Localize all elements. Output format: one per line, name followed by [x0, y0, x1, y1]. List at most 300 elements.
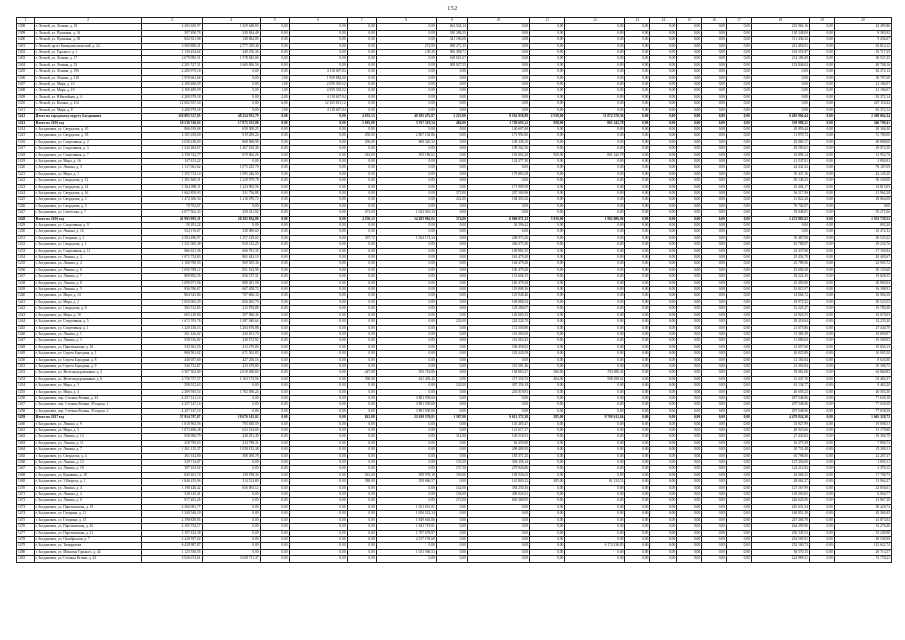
- amount-cell: 849 261,72: [142, 472, 202, 478]
- amount-cell: 0,00: [625, 158, 650, 164]
- amount-cell: 0,00: [260, 517, 289, 523]
- amount-cell: 0,00: [289, 133, 347, 139]
- amount-cell: 0,00: [565, 293, 625, 299]
- amount-cell: 12 657,60: [751, 344, 809, 350]
- amount-cell: 0,00: [650, 408, 677, 414]
- row-number-cell: 1481: [17, 556, 35, 562]
- address-cell: г. Богданович, ул. 3 Квартал, д. 1: [34, 479, 142, 485]
- row-number-cell: 1420: [17, 165, 35, 171]
- address-cell: г. Лесной, ул. Горького, д. 1: [34, 50, 142, 56]
- amount-cell: 0,00: [376, 389, 436, 395]
- amount-cell: 0,00: [436, 402, 467, 408]
- amount-cell: 0,00: [436, 255, 467, 261]
- amount-cell: 0,00: [260, 344, 289, 350]
- amount-cell: 0,00: [702, 485, 727, 491]
- amount-cell: 0,00: [702, 50, 727, 56]
- amount-cell: 507 966,36: [202, 312, 260, 318]
- amount-cell: 48 888,00: [834, 139, 891, 145]
- amount-cell: 0,00: [650, 261, 677, 267]
- amount-cell: 0,00: [727, 101, 752, 107]
- amount-cell: 0,00: [650, 472, 677, 478]
- amount-cell: 119 808,16: [467, 287, 529, 293]
- amount-cell: 20 860,04: [834, 280, 891, 286]
- amount-cell: 0,00: [530, 293, 565, 299]
- amount-cell: 0,00: [625, 69, 650, 75]
- amount-cell: 0,00: [727, 498, 752, 504]
- amount-cell: 0,00: [260, 184, 289, 190]
- amount-cell: 0,00: [625, 171, 650, 177]
- amount-cell: 0,00: [650, 43, 677, 49]
- amount-cell: 9 612 372,38: [467, 415, 529, 421]
- address-cell: г. Богданович, ул. Ленина, д. 13: [34, 434, 142, 440]
- amount-cell: 0,00: [727, 82, 752, 88]
- row-number-cell: 1476: [17, 524, 35, 530]
- amount-cell: 0,00: [530, 357, 565, 363]
- address-cell: г. Богданович, ул. Ленина, д. 12: [34, 460, 142, 466]
- amount-cell: 0,00: [347, 82, 376, 88]
- amount-cell: 10 780,48: [834, 306, 891, 312]
- amount-cell: 0,00: [702, 261, 727, 267]
- amount-cell: 25 450,06: [751, 280, 809, 286]
- amount-cell: 1 224 902,56: [202, 184, 260, 190]
- amount-cell: 2 756 757,37: [142, 376, 202, 382]
- amount-cell: 0,00: [809, 126, 834, 132]
- amount-cell: 0,00: [436, 357, 467, 363]
- row-number-cell: 1463: [17, 440, 35, 446]
- amount-cell: 0,00: [202, 69, 260, 75]
- address-cell: г. Богданович, ул. Партизанская, д. 20: [34, 524, 142, 530]
- amount-cell: 0,00: [260, 139, 289, 145]
- amount-cell: 0,00: [289, 299, 347, 305]
- amount-cell: 0,00: [260, 331, 289, 337]
- amount-cell: 9 383,92: [834, 30, 891, 36]
- amount-cell: 0,00: [289, 524, 347, 530]
- amount-cell: 0,00: [650, 466, 677, 472]
- amount-cell: 529 714,07: [142, 460, 202, 466]
- amount-cell: 1 031 566,53: [376, 549, 436, 555]
- address-cell: г. Богданович, ул. Свердлова, д. 4: [34, 453, 142, 459]
- amount-cell: 13 179,80: [834, 428, 891, 434]
- amount-cell: 0,00: [809, 351, 834, 357]
- amount-cell: 0,00: [727, 543, 752, 549]
- amount-cell: 116 363,43: [467, 338, 529, 344]
- amount-cell: 0,00: [289, 120, 347, 126]
- amount-cell: 58 420,72: [834, 504, 891, 510]
- amount-cell: 0,00: [677, 43, 702, 49]
- row-number-cell: 1447: [17, 338, 35, 344]
- amount-cell: 0,00: [677, 69, 702, 75]
- address-cell: г. Богданович, ул. Октябрьская, д. 7: [34, 536, 142, 542]
- amount-cell: 331 736,88: [202, 190, 260, 196]
- address-cell: г. Богданович, ул. Железнодорожников, д. 4: [34, 370, 142, 376]
- amount-cell: 0,00: [809, 312, 834, 318]
- amount-cell: 0,00: [702, 447, 727, 453]
- amount-cell: 43 134,77: [751, 383, 809, 389]
- amount-cell: 0,00: [702, 530, 727, 536]
- amount-cell: 0,00: [650, 376, 677, 382]
- amount-cell: 0,00: [677, 325, 702, 331]
- address-cell: г. Богданович, ул. Ленина, д. 4: [34, 485, 142, 491]
- amount-cell: 0,00: [289, 242, 347, 248]
- amount-cell: 0,00: [376, 485, 436, 491]
- amount-cell: 40 385 472,87: [376, 114, 436, 120]
- amount-cell: 0,00: [565, 331, 625, 337]
- amount-cell: 22 337,06: [751, 248, 809, 254]
- amount-cell: 0,00: [436, 338, 467, 344]
- address-cell: г. Богданович, ул. Мира, д. 14: [34, 293, 142, 299]
- amount-cell: 17 192,84: [834, 248, 891, 254]
- amount-cell: 0,00: [650, 267, 677, 273]
- amount-cell: 0,00: [702, 331, 727, 337]
- amount-cell: 0,00: [530, 402, 565, 408]
- amount-cell: 2 777 339,40: [202, 43, 260, 49]
- amount-cell: 0,00: [809, 344, 834, 350]
- amount-cell: 0,00: [727, 389, 752, 395]
- address-cell: г. Лесной, пр-кт Коммунистический, д. 24: [34, 43, 142, 49]
- amount-cell: 0,00: [376, 421, 436, 427]
- amount-cell: 0,00: [530, 133, 565, 139]
- address-cell: г. Богданович, ул. Ленина, д. 6: [34, 267, 142, 273]
- row-number-cell: 1459: [17, 415, 35, 421]
- amount-cell: 0,00: [650, 299, 677, 305]
- amount-cell: 0,00: [202, 536, 260, 542]
- amount-cell: 0,00: [625, 357, 650, 363]
- row-number-cell: 1468: [17, 472, 35, 478]
- amount-cell: 0,00: [727, 107, 752, 113]
- amount-cell: 0,00: [289, 357, 347, 363]
- amount-cell: 0,00: [565, 280, 625, 286]
- amount-cell: 0,00: [260, 43, 289, 49]
- amount-cell: 6 004,77: [834, 492, 891, 498]
- amount-cell: 0,00: [625, 146, 650, 152]
- amount-cell: 0,00: [727, 37, 752, 43]
- amount-cell: 314,00: [436, 434, 467, 440]
- amount-cell: 0,00: [702, 274, 727, 280]
- amount-cell: 0,00: [650, 120, 677, 126]
- amount-cell: 4 257 147,14: [142, 402, 202, 408]
- row-number-cell: 1411: [17, 107, 35, 113]
- address-cell: г. Богданович, ул. Ленина, д. 2: [34, 492, 142, 498]
- amount-cell: 0,00: [347, 498, 376, 504]
- amount-cell: 346 790,41: [834, 120, 891, 126]
- amount-cell: 0,00: [650, 421, 677, 427]
- address-cell: г. Лесной, ул. Пушкина, д. 38: [34, 37, 142, 43]
- amount-cell: 0,00: [260, 171, 289, 177]
- amount-cell: 0,00: [625, 280, 650, 286]
- amount-cell: 0,00: [565, 306, 625, 312]
- amount-cell: 0,00: [289, 331, 347, 337]
- amount-cell: 0,00: [727, 94, 752, 100]
- amount-cell: 0,00: [376, 88, 436, 94]
- amount-cell: 0,00: [650, 216, 677, 222]
- amount-cell: 0,00: [809, 56, 834, 62]
- row-number-cell: 1413: [17, 120, 35, 126]
- amount-cell: 0,00: [436, 94, 467, 100]
- amount-cell: 0,00: [565, 146, 625, 152]
- amount-cell: 893,30: [834, 223, 891, 229]
- amount-cell: 0,00: [727, 184, 752, 190]
- amount-cell: 0,00: [565, 139, 625, 145]
- amount-cell: 0,00: [625, 293, 650, 299]
- amount-cell: 0,00: [565, 357, 625, 363]
- amount-cell: 0,00: [702, 440, 727, 446]
- amount-cell: 0,00: [289, 43, 347, 49]
- amount-cell: 0,00: [565, 101, 625, 107]
- amount-cell: 12 363,84: [751, 363, 809, 369]
- amount-cell: 671 502,83: [202, 351, 260, 357]
- amount-cell: 0,00: [530, 498, 565, 504]
- amount-cell: 2 059 303,52: [289, 88, 347, 94]
- amount-cell: 0,00: [625, 485, 650, 491]
- amount-cell: 0,00: [530, 56, 565, 62]
- amount-cell: 663 368,95: [467, 498, 529, 504]
- amount-cell: 0,00: [260, 146, 289, 152]
- amount-cell: 247 116,42: [834, 101, 891, 107]
- amount-cell: 0,00: [650, 415, 677, 421]
- amount-cell: 413 479,80: [202, 344, 260, 350]
- address-cell: г. Богданович, ул. Ленина, д. 3: [34, 165, 142, 171]
- amount-cell: 0,00: [625, 351, 650, 357]
- amount-cell: 0,00: [289, 351, 347, 357]
- amount-cell: 0,00: [260, 434, 289, 440]
- address-cell: г. Лесной, ул. Ленина, д. 17: [34, 56, 142, 62]
- amount-cell: 0,00: [565, 485, 625, 491]
- table-row: [17, 556, 892, 562]
- amount-cell: 53 827,99: [751, 421, 809, 427]
- amount-cell: 0,00: [376, 69, 436, 75]
- amount-cell: 0,00: [702, 389, 727, 395]
- amount-cell: 297 548,96: [751, 402, 809, 408]
- amount-cell: 498 271,35: [436, 43, 467, 49]
- amount-cell: 0,00: [376, 101, 436, 107]
- amount-cell: 0,00: [650, 402, 677, 408]
- amount-cell: 450,00: [347, 133, 376, 139]
- amount-cell: 0,00: [347, 88, 376, 94]
- amount-cell: 0,00: [809, 293, 834, 299]
- amount-cell: 0,00: [625, 139, 650, 145]
- amount-cell: 0,00: [376, 357, 436, 363]
- amount-cell: 0,00: [260, 56, 289, 62]
- amount-cell: 0,00: [347, 530, 376, 536]
- amount-cell: 199 562,50: [467, 146, 529, 152]
- amount-cell: 0,00: [650, 460, 677, 466]
- amount-cell: 0,00: [809, 530, 834, 536]
- amount-cell: 42 485,86: [834, 24, 891, 30]
- amount-cell: 1 978 661,68: [142, 75, 202, 81]
- amount-cell: 1 163 175,56: [202, 376, 260, 382]
- amount-cell: 25 000,30: [751, 267, 809, 273]
- address-cell: г. Богданович, ул. Свердлова, д. 3: [34, 197, 142, 203]
- amount-cell: 0,00: [565, 460, 625, 466]
- amount-cell: 0,00: [677, 267, 702, 273]
- amount-cell: 29 218,64: [751, 319, 809, 325]
- amount-cell: 0,00: [565, 440, 625, 446]
- amount-cell: 0,00: [260, 421, 289, 427]
- amount-cell: 0,00: [260, 24, 289, 30]
- amount-cell: 0,00: [677, 229, 702, 235]
- amount-cell: 0,00: [436, 82, 467, 88]
- amount-cell: 0,00: [565, 511, 625, 517]
- amount-cell: 0,00: [625, 101, 650, 107]
- amount-cell: 64 860,83: [834, 370, 891, 376]
- row-number-cell: 1402: [17, 50, 35, 56]
- amount-cell: 0,00: [202, 460, 260, 466]
- amount-cell: 0,00: [289, 408, 347, 414]
- row-number-cell: 1471: [17, 492, 35, 498]
- amount-cell: 0,00: [809, 543, 834, 549]
- amount-cell: 82 372,14: [834, 107, 891, 113]
- amount-cell: 0,00: [436, 440, 467, 446]
- amount-cell: 0,00: [530, 146, 565, 152]
- amount-cell: 1 472 883,02: [751, 216, 809, 222]
- amount-cell: 10 396,75: [834, 363, 891, 369]
- table-body: [17, 24, 892, 562]
- amount-cell: 0,00: [702, 357, 727, 363]
- amount-cell: 0,00: [677, 460, 702, 466]
- amount-cell: 0,00: [809, 107, 834, 113]
- amount-cell: 0,00: [202, 511, 260, 517]
- amount-cell: 0,00: [751, 69, 809, 75]
- address-cell: г. Богданович, ул. Советская, д. 7: [34, 210, 142, 216]
- amount-cell: 0,00: [530, 517, 565, 523]
- amount-cell: 41 186,07: [834, 88, 891, 94]
- amount-cell: 0,00: [727, 197, 752, 203]
- amount-cell: 0,00: [727, 43, 752, 49]
- amount-cell: 34 815,05: [834, 184, 891, 190]
- amount-cell: 0,00: [565, 402, 625, 408]
- amount-cell: 0,00: [677, 395, 702, 401]
- amount-cell: 0,00: [727, 434, 752, 440]
- amount-cell: 590 012,63: [142, 383, 202, 389]
- amount-cell: 0,00: [677, 152, 702, 158]
- amount-cell: 0,00: [260, 325, 289, 331]
- amount-cell: 0,00: [530, 428, 565, 434]
- address-cell: г. Богданович, пер. Степана Разина, 39 корпус 2: [34, 408, 142, 414]
- amount-cell: 0,00: [727, 504, 752, 510]
- amount-cell: 0,00: [702, 30, 727, 36]
- amount-cell: 0,00: [565, 184, 625, 190]
- amount-cell: 14 920,55: [751, 312, 809, 318]
- amount-cell: 0,00: [376, 383, 436, 389]
- amount-cell: 59 149,23: [751, 178, 809, 184]
- row-number-cell: 1469: [17, 479, 35, 485]
- amount-cell: 0,00: [677, 50, 702, 56]
- amount-cell: 1 168 700,93: [142, 261, 202, 267]
- amount-cell: 0,00: [809, 338, 834, 344]
- amount-cell: 0,00: [625, 511, 650, 517]
- row-number-cell: 1409: [17, 94, 35, 100]
- amount-cell: 40 708,16: [834, 62, 891, 68]
- amount-cell: 0,00: [376, 165, 436, 171]
- amount-cell: 0,00: [702, 242, 727, 248]
- amount-cell: 0,00: [702, 511, 727, 517]
- amount-cell: 209 480,95: [467, 447, 529, 453]
- amount-cell: 0,00: [436, 389, 467, 395]
- amount-cell: 165 479,28: [467, 255, 529, 261]
- amount-cell: 0,00: [436, 184, 467, 190]
- amount-cell: 0,00: [565, 248, 625, 254]
- amount-cell: 0,00: [436, 203, 467, 209]
- amount-cell: 0,00: [650, 395, 677, 401]
- amount-cell: 0,00: [376, 261, 436, 267]
- amount-cell: 0,00: [436, 530, 467, 536]
- amount-cell: 0,00: [260, 351, 289, 357]
- amount-cell: 473,00: [347, 210, 376, 216]
- amount-cell: 656 003,12: [202, 485, 260, 491]
- amount-cell: 0,00: [809, 82, 834, 88]
- amount-cell: 0,00: [565, 203, 625, 209]
- amount-cell: 0,00: [809, 492, 834, 498]
- amount-cell: 341 186,08: [436, 37, 467, 43]
- amount-cell: 0,00: [809, 242, 834, 248]
- amount-cell: 0,00: [530, 197, 565, 203]
- amount-cell: 0,00: [702, 363, 727, 369]
- amount-cell: 4 200 979,18: [142, 69, 202, 75]
- amount-cell: 0,00: [376, 24, 436, 30]
- amount-cell: 393 186,62: [376, 152, 436, 158]
- amount-cell: 0,00: [565, 536, 625, 542]
- address-cell: г. Богданович, ул. Степана Разина, д. 43: [34, 556, 142, 562]
- amount-cell: 40 925,06: [751, 428, 809, 434]
- amount-cell: 0,00: [625, 319, 650, 325]
- amount-cell: 0,00: [677, 235, 702, 241]
- amount-cell: 7 894,73: [834, 440, 891, 446]
- amount-cell: 0,00: [260, 255, 289, 261]
- amount-cell: 0,00: [467, 75, 529, 81]
- amount-cell: 0,00: [260, 69, 289, 75]
- amount-cell: 1 545 284,07: [142, 146, 202, 152]
- amount-cell: 0,00: [289, 223, 347, 229]
- amount-cell: 33 015,57: [751, 287, 809, 293]
- amount-cell: 0,00: [809, 197, 834, 203]
- amount-cell: 393 716,86: [376, 370, 436, 376]
- row-number-cell: 1462: [17, 434, 35, 440]
- amount-cell: 152 846,04: [751, 62, 809, 68]
- amount-cell: 110 581,46: [467, 363, 529, 369]
- amount-cell: 0,00: [436, 242, 467, 248]
- amount-cell: 0,00: [467, 210, 529, 216]
- amount-cell: 4 118 607,04: [289, 69, 347, 75]
- amount-cell: 0,00: [347, 338, 376, 344]
- amount-cell: 0,00: [650, 75, 677, 81]
- amount-cell: 109 882,35: [467, 248, 529, 254]
- amount-cell: 0,00: [376, 82, 436, 88]
- amount-cell: 0,00: [677, 351, 702, 357]
- column-index-cell: 5: [260, 18, 289, 24]
- amount-cell: 0,00: [347, 524, 376, 530]
- amount-cell: 0,00: [260, 338, 289, 344]
- row-number-cell: 1438: [17, 280, 35, 286]
- amount-cell: 16 275,39: [751, 440, 809, 446]
- amount-cell: 0,00: [625, 274, 650, 280]
- amount-cell: 0,00: [530, 139, 565, 145]
- amount-cell: 0,00: [727, 146, 752, 152]
- amount-cell: 0,00: [347, 556, 376, 562]
- amount-cell: 0,00: [289, 216, 347, 222]
- amount-cell: 0,00: [202, 498, 260, 504]
- amount-cell: 158 863,47: [467, 370, 529, 376]
- amount-cell: 0,00: [751, 88, 809, 94]
- amount-cell: 1 261 135,37: [142, 447, 202, 453]
- amount-cell: 0,00: [530, 434, 565, 440]
- amount-cell: 0,00: [347, 331, 376, 337]
- amount-cell: 0,00: [625, 133, 650, 139]
- amount-cell: 111 436,32: [751, 37, 809, 43]
- amount-cell: 396,00: [347, 376, 376, 382]
- amount-cell: 928,00: [530, 120, 565, 126]
- amount-cell: 427 250,16: [202, 357, 260, 363]
- amount-cell: 0,00: [727, 306, 752, 312]
